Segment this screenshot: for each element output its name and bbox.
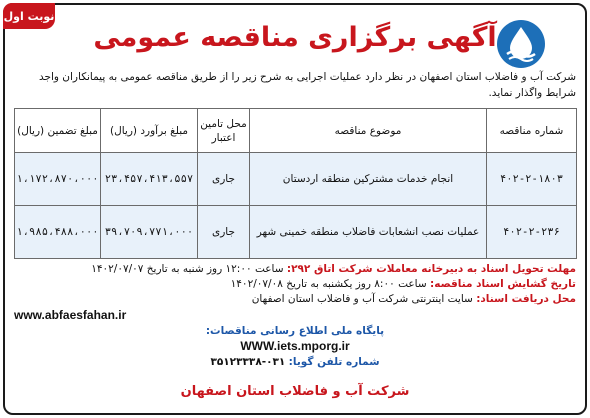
company-url-line [14,308,576,324]
header-estimate-amount: مبلغ برآورد (ریال) [101,109,198,153]
national-portal-label: پایگاه ملی اطلاع رسانی مناقصات: [205,324,385,337]
table-header-row [15,109,577,153]
opening-date-value: ساعت ۸:۰۰ روز یکشنبه به تاریخ ۱۴۰۲/۰۷/۰۸ [230,278,427,291]
tender-number-cell: ۴۰۲-۲-۱۸۰۳ [487,153,577,206]
opening-date-label: تاریخ گشایش اسناد مناقصه: [430,278,576,291]
header-tender-subject: موضوع مناقصه [250,109,487,153]
intro-text: شرکت آب و فاضلاب استان اصفهان در نظر دارد عملیات اجرایی به شرح زیر را از طریق مناقصه عمومی به پیمانکاران واجد شرایط واگذار نماید. [38,71,576,99]
opening-date-line [14,277,576,292]
national-portal-url-line [14,339,576,355]
funding-source-cell: جاری [198,153,250,206]
table-row [15,153,577,206]
bond-amount-cell: ۱،۹۸۵،۴۸۸،۰۰۰ [15,206,101,259]
funding-source-cell: جاری [198,206,250,259]
header-funding-source: محل تامین اعتبار [198,109,250,153]
phone-line [14,355,576,370]
round-badge: نوبت اول [3,3,55,29]
estimate-amount-cell: ۲۳،۴۵۷،۴۱۳،۵۵۷ [101,153,198,206]
document-source-label: محل دریافت اسناد: [476,293,576,306]
tender-number-cell: ۴۰۲-۲-۲۳۶ [487,206,577,259]
national-portal-link[interactable]: WWW.iets.mporg.ir [240,339,350,354]
bond-amount-cell: ۱،۱۷۲،۸۷۰،۰۰۰ [15,153,101,206]
national-portal-line [14,324,576,339]
document-source-value: سایت اینترنتی شرکت آب و فاضلاب استان اصفهان [251,293,473,306]
delivery-deadline-label: مهلت تحویل اسناد به دبیرخانه معاملات شرکت اتاق ۲۹۲: [286,263,576,275]
header-tender-number: شماره مناقصه [487,109,577,153]
document-source-line [14,292,576,307]
tender-table [14,108,577,259]
header-bond-amount: مبلغ تضمین (ریال) [15,109,101,153]
tender-subject-cell: عملیات نصب انشعابات فاضلاب منطقه خمینی شهر [250,206,487,259]
delivery-deadline-value: ساعت ۱۲:۰۰ روز شنبه به تاریخ ۱۴۰۲/۰۷/۰۷ [91,263,284,275]
estimate-amount-cell: ۳۹،۷۰۹،۷۷۱،۰۰۰ [101,206,198,259]
phone-value: ۰۳۱-۳۵۱۲۳۳۳۸ [210,356,286,369]
tender-details [14,262,576,370]
company-name-footer: شرکت آب و فاضلاب استان اصفهان [180,384,410,399]
delivery-deadline-line [14,262,576,277]
table-row [15,206,577,259]
company-website-link[interactable]: www.abfaesfahan.ir [14,307,127,322]
phone-label: شماره تلفن گویا: [288,356,380,369]
tender-subject-cell: انجام خدمات مشترکین منطقه اردستان [250,153,487,206]
ad-title: آگهی برگزاری مناقصه عمومی [93,22,497,53]
